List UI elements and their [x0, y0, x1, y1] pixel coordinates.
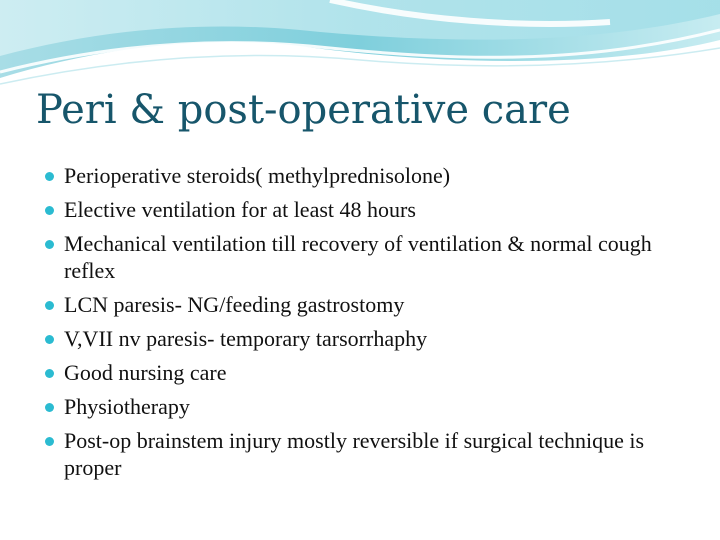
- header-wave-decoration: [0, 0, 720, 90]
- bullet-text: V,VII nv paresis- temporary tarsorrhaphy: [64, 326, 428, 351]
- bullet-dot-icon: [45, 437, 54, 446]
- bullet-dot-icon: [45, 301, 54, 310]
- bullet-list: [44, 162, 684, 488]
- bullet-item: [44, 196, 684, 223]
- bullet-item: [44, 325, 684, 352]
- bullet-item: [44, 162, 684, 189]
- bullet-dot-icon: [45, 335, 54, 344]
- bullet-dot-icon: [45, 369, 54, 378]
- bullet-text: Elective ventilation for at least 48 hours: [64, 197, 416, 222]
- bullet-item: [44, 291, 684, 318]
- bullet-dot-icon: [45, 240, 54, 249]
- bullet-item: [44, 359, 684, 386]
- bullet-dot-icon: [45, 206, 54, 215]
- bullet-item: [44, 230, 684, 284]
- bullet-text: Post-op brainstem injury mostly reversible if surgical technique is proper: [64, 428, 645, 480]
- bullet-text: Perioperative steroids( methylprednisolone): [64, 163, 451, 188]
- bullet-dot-icon: [45, 172, 54, 181]
- bullet-text: Physiotherapy: [64, 394, 190, 419]
- bullet-text: LCN paresis- NG/feeding gastrostomy: [64, 292, 405, 317]
- slide-title: Peri & post-operative care: [36, 87, 571, 133]
- bullet-item: [44, 393, 684, 420]
- bullet-dot-icon: [45, 403, 54, 412]
- bullet-item: [44, 427, 684, 481]
- bullet-text: Mechanical ventilation till recovery of ventilation & normal cough reflex: [64, 231, 652, 283]
- bullet-text: Good nursing care: [64, 360, 227, 385]
